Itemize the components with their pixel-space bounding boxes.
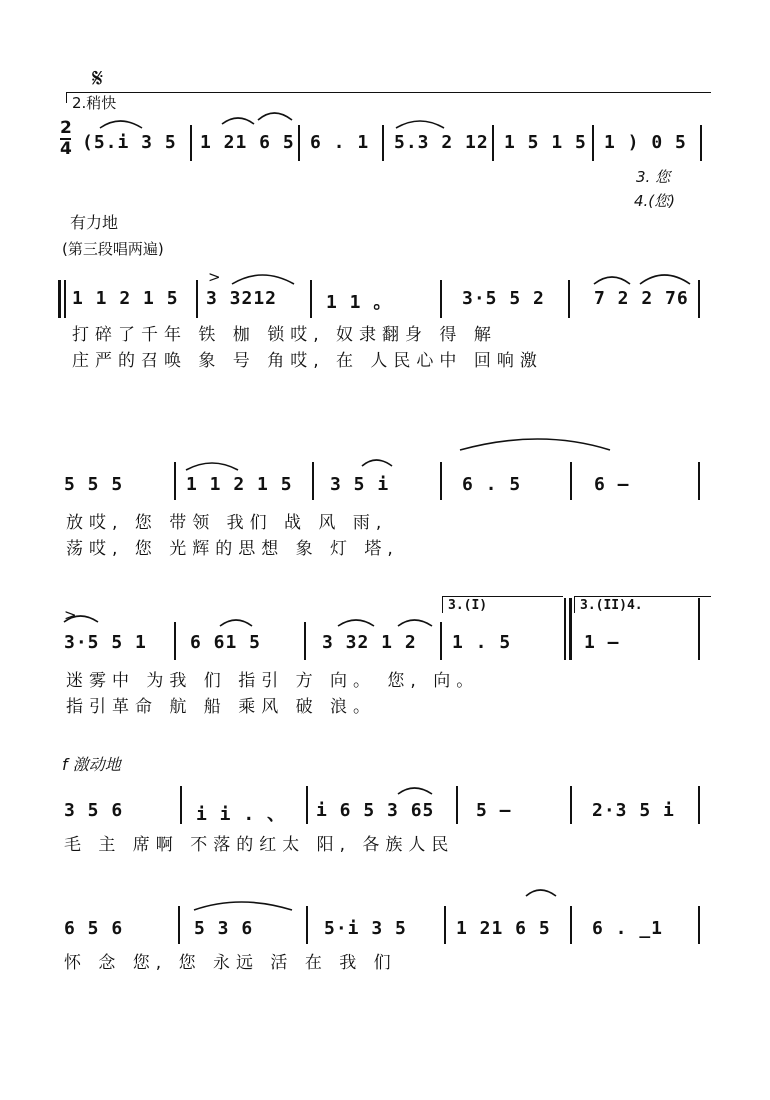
measure-5-5: 2·3 5 i: [592, 800, 675, 821]
slur: [338, 620, 374, 626]
ending-2-label: 2.稍快: [72, 94, 117, 112]
slur: [220, 620, 252, 626]
measure-5-4: 5 –: [476, 800, 512, 821]
slur: [100, 121, 142, 128]
measure-6-2: 5 3 6: [194, 918, 254, 939]
measure-4-2: 6 61 5: [190, 632, 262, 653]
slur: [362, 460, 392, 466]
measure-2-4: 3·5 5 2: [462, 288, 545, 309]
slur: [398, 620, 432, 626]
measure-4-3: 3 32 1 2: [322, 632, 417, 653]
lyric-verse-2: 荡哎, 您 光辉的思想 象 灯 塔,: [66, 539, 399, 559]
measure-3-4: 6 . 5: [462, 474, 522, 495]
tempo-marking: 有力地: [70, 213, 119, 232]
lyric: 怀 念 您, 您 永远 活 在 我 们: [64, 953, 397, 973]
lyric-verse-1: 打碎了千年 铁 枷 锁哎, 奴隶翻身 得 解: [72, 325, 497, 345]
lyric-verse-2: 庄严的召唤 象 号 角哎, 在 人民心中 回响激: [72, 351, 543, 371]
measure-1-2: 1 21 6 5: [200, 132, 295, 153]
slur: [222, 118, 254, 124]
measure-1-1: (5.i 3 5: [82, 132, 177, 153]
slur: [640, 275, 690, 284]
accent-mark: >: [208, 268, 221, 286]
measure-3-2: 1 1 2 1 5: [186, 474, 293, 495]
time-signature-top: 2: [60, 118, 72, 138]
accent-mark: >: [64, 606, 77, 624]
slur: [526, 890, 556, 896]
verse-3-lyric: 3. 您: [636, 168, 671, 186]
verse-4-lyric: 4.(您): [634, 192, 676, 210]
measure-5-2: i i . 、: [196, 804, 287, 825]
measure-6-5: 6 . _1: [592, 918, 664, 939]
slur: [396, 121, 444, 128]
measure-2-5: 7 2 2 76: [594, 288, 689, 309]
measure-1-3: 6 . 1: [310, 132, 370, 153]
slur: [258, 113, 292, 120]
slur: [594, 277, 630, 284]
measure-6-4: 1 21 6 5: [456, 918, 551, 939]
measure-2-1: 1 1 2 1 5: [72, 288, 179, 309]
measure-4-5: 1 –: [584, 632, 620, 653]
volta-2-label: 3.(II)4.: [580, 598, 643, 613]
time-signature-bottom: 4: [60, 139, 72, 159]
measure-3-5: 6 –: [594, 474, 630, 495]
measure-4-1: 3·5 5 1: [64, 632, 147, 653]
repeat-note: (第三段唱两遍): [62, 240, 164, 258]
slur: [64, 616, 98, 622]
measure-3-3: 3 5 i: [330, 474, 390, 495]
lyric-verse-1: 放哎, 您 带领 我们 战 风 雨,: [66, 513, 388, 533]
tempo-marking: f 激动地: [62, 755, 121, 774]
slur: [460, 439, 610, 450]
slur: [398, 788, 432, 794]
lyric-verse-2: 指引革命 航 船 乘风 破 浪。: [66, 697, 377, 717]
lyric: 毛 主 席啊 不落的红太 阳, 各族人民: [64, 835, 455, 855]
measure-5-1: 3 5 6: [64, 800, 124, 821]
measure-2-3: 1 1 。: [326, 292, 393, 313]
slur: [186, 463, 238, 470]
lyric-verse-1: 迷雾中 为我 们 指引 方 向。 您, 向。: [66, 671, 480, 691]
measure-4-4: 1 . 5: [452, 632, 512, 653]
measure-6-1: 6 5 6: [64, 918, 124, 939]
measure-1-6: 1 ) 0 5: [604, 132, 687, 153]
slur: [232, 275, 294, 284]
slur: [194, 902, 292, 910]
volta-1-label: 3.(I): [448, 598, 488, 613]
measure-3-1: 5 5 5: [64, 474, 124, 495]
measure-1-4: 5.3 2 12: [394, 132, 489, 153]
measure-5-3: i 6 5 3 65: [316, 800, 435, 821]
measure-2-2: 3 3212: [206, 288, 278, 309]
measure-6-3: 5·i 3 5: [324, 918, 407, 939]
measure-1-5: 1 5 1 5: [504, 132, 587, 153]
segno-mark: 𝄋: [92, 64, 104, 94]
